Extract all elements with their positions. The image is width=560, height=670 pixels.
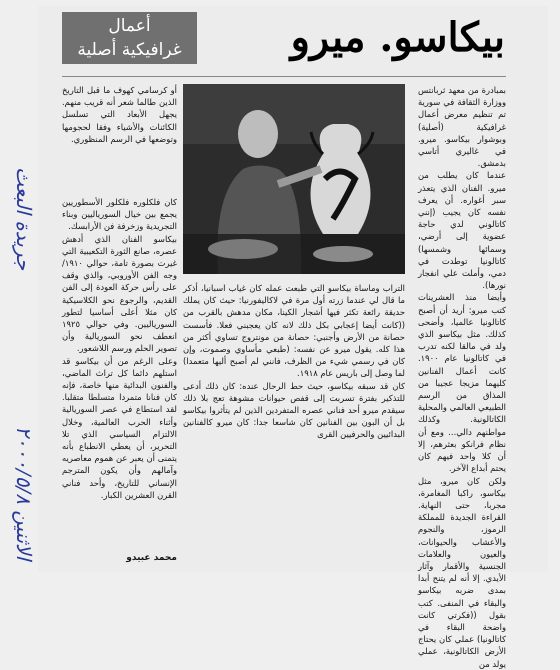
paragraph: وأيضا منذ العشرينات كتب ميرو: أريد أن أصبح كاتالونيا عالميا، وأضحى كذلك. مثل بيكاسو الذي ولد في مالقا لكنه تدرب في كاتالونيا عام ١٩٠٠. كانت أعمال الفنانين كليهما مزيجا عجيبا من المذاق من الرسم الطبيعي العالمي والمحلية الكاتالونية. وكذلك مواطنهم دالي... ومع أن نظام فرانكو بعثرهم، إلا أن كلا واحد فيهم كان يحتم أبداع الآخر. [418, 292, 506, 474]
paragraph: وعلى الرغم من أن بيكاسو قد استلهم دائما كل تراث الماضي، والفنون البدائية منها خاصة، فإنه كان فنانا متمردا متسلطا متقلبا. لقد استطاع في عصر السوريالية وأثناء الحرب العالمية، وخلال الالتزام السياسي الذي تلا التحرير، أن يعطي الانطباع بأنه يتمنى أن يعبر عن هموم معاصريه وآمالهم وأن يكون المترجم الإنساني للتاريخ، وأحد فناني القرن العشرين الكبار. [62, 355, 177, 500]
paragraph: أو كرسامي كهوف ما قبل التاريخ الذين طالما شعر أنه قريب منهم. يجهل الأبعاد التي تسلسل الكائنات والأشياء وفقا لحجومها وتوضعها في الرسم المنظوري. [62, 85, 177, 144]
column-left-top [62, 84, 177, 194]
badge-line-1: أعمال [108, 16, 151, 36]
badge-line-2: غرافيكية أصلية [77, 40, 182, 60]
paragraph: كان قد سبقه بيكاسو، حيث حط الرحال عنده: كان ذلك أدعى للتذكير بفترة تسربت إلى قفص حيوانات مشوهة تعج بلا ذلك سيقدم ميرو أحد فناني عصره المتفردين الذين لم يتأثروا بيكاسو بل أن البون بين الفنانين كان شاسعا جدا: كان ميرو كالفنانين البدائيين والحرفيين القرى [183, 380, 405, 440]
photo-illustration [183, 84, 405, 274]
column-middle [183, 282, 405, 552]
paragraph: بمبادرة من معهد ثربانتس ووزارة الثقافة في سورية تم تنظيم معرض أعمال غرافيكية (أصلية) وبوشوار بيكاسو. ميرو. في غاليري أتاسي بدمشق. [418, 85, 506, 169]
article-headline: بيكاسو. ميرو [290, 14, 505, 61]
handwritten-source: جريدة البعث [12, 166, 36, 270]
column-right [418, 84, 506, 669]
paragraph: التراب وماساة بيكاسو التي طبعت عمله كان غياب اسبانيا، أذكر ما قال لي عندما زرته أول مرة في لاكاليفورنيا: حيث كان يملك حديقة رائعة تكثر فيها أشجار الكينا، مكان مدهش بالقرب من ((كانت أيضا إعجابي بكل ذلك لانه كان يعجبني فعلا. فأسست حصانة من الأرض وأجنبي: حصانة من مونتروج تساوي أكثر من هذا كله. يقول ميرو عن نفسه: (طبعي مأساوي وصموت، وإن كان في رسمي شيء من الظرف، فانني لم أصبح أليها متعمدا) لما وصل إلى باريس عام ١٩١٨. [183, 283, 405, 379]
handwritten-date: الاثنين ٢٠٠٠/٥/٨ [12, 425, 36, 560]
paragraph: كان فلكلوره فلكلور الأسطوريين يجمع بين خيال السورياليين وبناء التجريدية وزخرفة فن الأرابسك. [62, 197, 177, 232]
author-byline: محمد عبيدو [126, 553, 177, 563]
paragraph: بيكاسو الفنان الذي أدهش عصره، صانع الثورة التكعيبية التي غيرت بصورة تامة، حوالي ١٩١٠/ وجه الفن الأوروبي، والذي وقف على رأس حركة العودة إلى الفن القديم، والرجوع نحو الكلاسيكية كان مثلا أعلى أساسيا لتطور السورياليين. وفي حوالي ١٩٢٥ انعطف نحو السوريالية وأن تصوير الحلم ورسم اللاشعور. [62, 233, 177, 354]
section-badge [62, 12, 197, 64]
paragraph: عندما كان يطلب من ميرو. الفنان الذي يتعذر سبر أغواره. أن يعرف نفسه كان يجيب (إنني كاتالوني لدي حاجة عضوية إلى أرضي، وسمائها وشمسها) كاتالونيا توطدت في دمي، وأملت علي انفجار نورها). [418, 170, 506, 291]
article-photo [183, 84, 405, 274]
paragraph: ولكن كان ميرو، مثل بيكاسو، راكبا المغامرة، مجربا، حتى النهاية. القراءة الجديدة للمملكة الرموز، والنجوم والأعشاب والحيوانات، والعيون والعلامات الجنسية والأقمار وآثار الأيدي. إلا أنه لم يتنح أبدا بمدى ضربه بيكاسو والبقاء في المنفى. كتب بقول ((فكرتي كانت واضحة البقاء في كاتالونيا) عملي كان يحتاج الأرض الكاتالونية، عملي يولد من [418, 475, 506, 669]
column-left-bottom [62, 196, 177, 548]
header-rule [62, 76, 506, 77]
